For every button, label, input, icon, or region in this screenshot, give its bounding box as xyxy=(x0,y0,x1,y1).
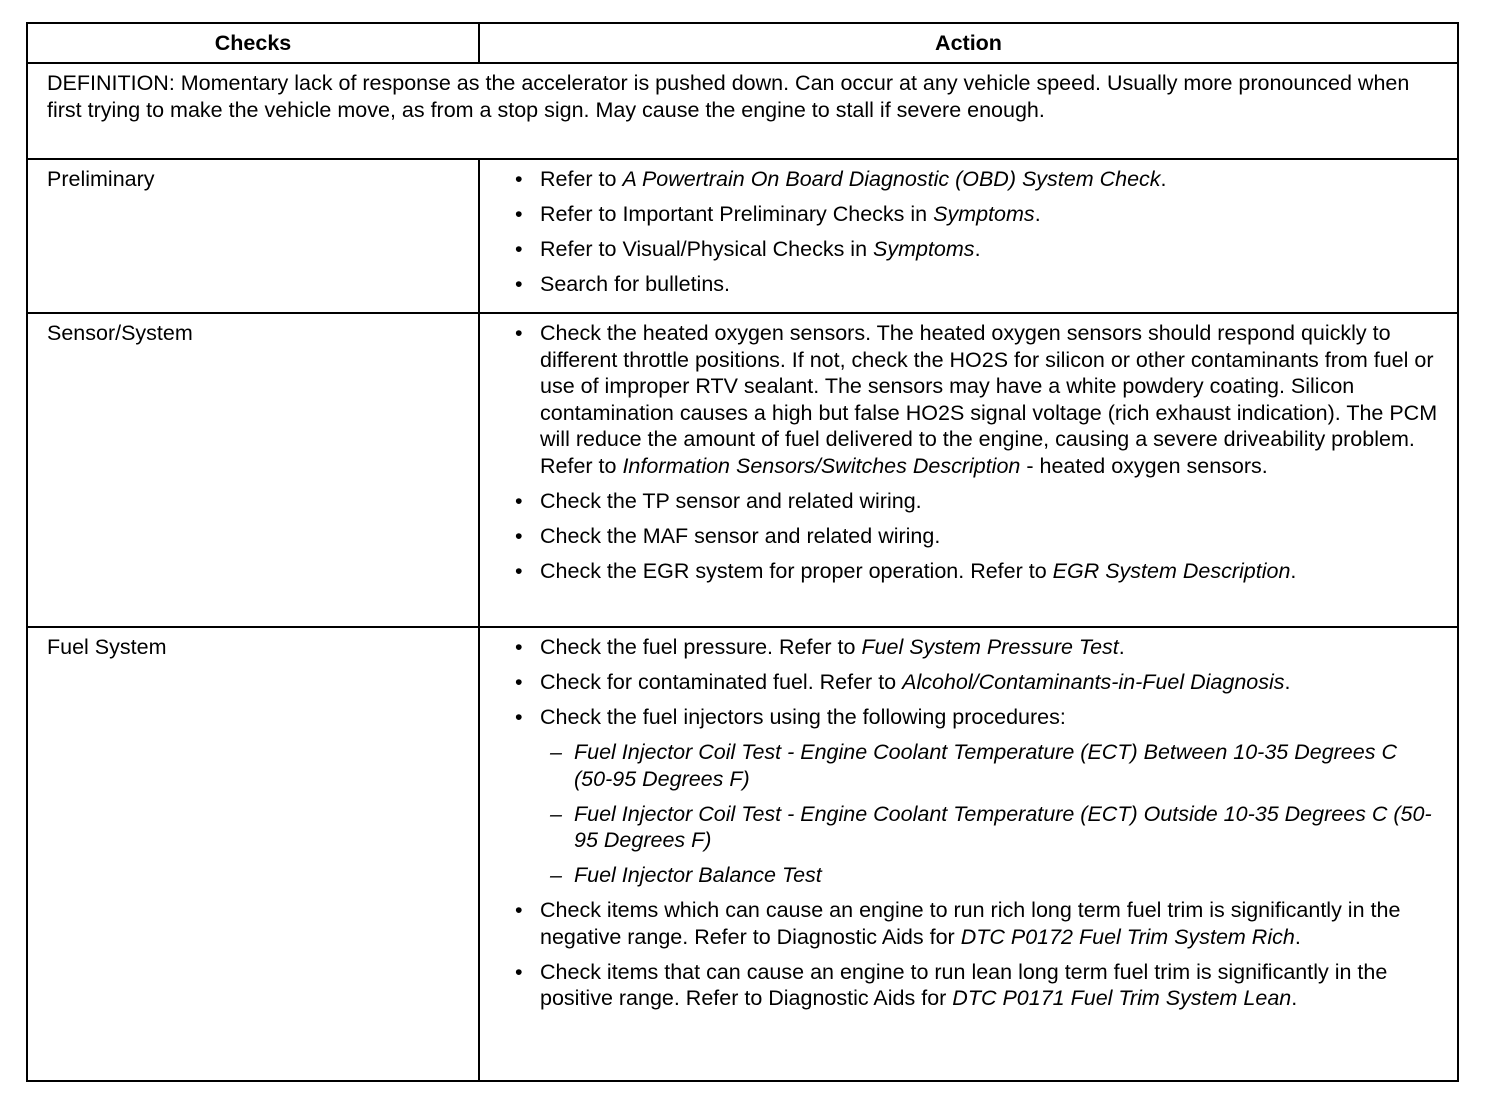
bullet-icon: • xyxy=(515,959,523,984)
action-item xyxy=(515,669,1441,696)
action-item xyxy=(515,166,1441,193)
sub-procedure-list xyxy=(550,739,1441,889)
bullet-icon: • xyxy=(515,670,523,694)
column-header-checks: Checks xyxy=(27,23,479,63)
sub-procedure-item xyxy=(550,862,1441,889)
table-row xyxy=(27,627,1458,1081)
action-text-tail: . xyxy=(1294,924,1301,949)
action-text: Refer to Visual/Physical Checks in xyxy=(540,237,873,261)
action-cell xyxy=(479,313,1458,627)
action-item xyxy=(515,704,1441,889)
action-list xyxy=(515,166,1441,298)
header-row xyxy=(27,23,1458,63)
reference-link: Symptoms xyxy=(873,237,975,261)
bullet-icon: • xyxy=(515,202,523,226)
action-text: Check for contaminated fuel. Refer to xyxy=(540,670,903,694)
reference-link: Symptoms xyxy=(933,202,1035,226)
action-text: Check the fuel injectors using the following procedures: xyxy=(540,705,1066,729)
action-list xyxy=(515,634,1441,1012)
bullet-icon: • xyxy=(515,488,523,513)
action-cell xyxy=(479,159,1458,313)
action-text: Check the heated oxygen sensors. The heated oxygen sensors should respond quickly to different throttle positions. If not, check the HO2S for silicon or other contaminants from fuel or use of improper RTV sealant. The sensors may have a white powdery coating. Silicon contamination causes a high but false HO2S signal voltage (rich exhaust indication). The PCM will reduce the amount of fuel delivered to the engine, causing a severe driveability problem. Refer to xyxy=(540,321,1438,478)
reference-link: DTC P0172 Fuel Trim System Rich xyxy=(960,924,1295,949)
action-text-tail: . xyxy=(974,237,981,261)
reference-link: DTC P0171 Fuel Trim System Lean xyxy=(952,986,1292,1010)
action-text: Refer to xyxy=(540,167,623,191)
bullet-icon: • xyxy=(515,167,523,191)
check-label: Sensor/System xyxy=(27,313,479,627)
table-row xyxy=(27,159,1458,313)
action-text: Search for bulletins. xyxy=(540,272,731,296)
reference-link: EGR System Description xyxy=(1052,558,1291,583)
check-label: Fuel System xyxy=(27,627,479,1081)
dash-icon: – xyxy=(550,740,562,764)
action-item xyxy=(515,488,1441,515)
action-text-tail: - heated oxygen sensors. xyxy=(1020,453,1268,478)
action-item xyxy=(515,634,1441,661)
diagnostic-table xyxy=(26,22,1459,1082)
action-text: Check the EGR system for proper operation. Refer to xyxy=(540,558,1053,583)
bullet-icon: • xyxy=(515,558,523,583)
action-text-tail: . xyxy=(1118,635,1125,659)
action-text-tail: . xyxy=(1290,558,1297,583)
action-list xyxy=(515,320,1441,584)
bullet-icon: • xyxy=(515,898,523,922)
bullet-icon: • xyxy=(515,523,523,548)
bullet-icon: • xyxy=(515,635,523,659)
action-text-tail: . xyxy=(1160,167,1167,191)
dash-icon: – xyxy=(550,863,562,887)
reference-link: Fuel System Pressure Test xyxy=(861,635,1119,659)
action-text-tail: . xyxy=(1284,670,1291,694)
sub-procedure-text: Fuel Injector Coil Test - Engine Coolant Temperature (ECT) Outside 10-35 Degrees C (50-95 Degrees F) xyxy=(574,801,1432,852)
sub-procedure-item xyxy=(550,739,1441,792)
sub-procedure-text: Fuel Injector Balance Test xyxy=(574,863,822,887)
dash-icon: – xyxy=(550,801,562,826)
action-cell xyxy=(479,627,1458,1081)
action-item xyxy=(515,897,1441,950)
action-text: Check the MAF sensor and related wiring. xyxy=(540,523,941,548)
action-item xyxy=(515,271,1441,298)
bullet-icon: • xyxy=(515,237,523,261)
check-label: Preliminary xyxy=(27,159,479,313)
action-text: Check items that can cause an engine to run lean long term fuel trim is significantly in the positive range. Refer to Diagnostic Aids for xyxy=(540,959,1388,1010)
action-item xyxy=(515,201,1441,228)
bullet-icon: • xyxy=(515,272,523,296)
definition-row xyxy=(27,63,1458,159)
sub-procedure-text: Fuel Injector Coil Test - Engine Coolant Temperature (ECT) Between 10-35 Degrees C (50-95 Degrees F) xyxy=(574,740,1397,791)
column-header-action: Action xyxy=(479,23,1458,63)
action-item xyxy=(515,320,1441,479)
action-text: Check items which can cause an engine to run rich long term fuel trim is significantly in the negative range. Refer to Diagnostic Aids for xyxy=(540,898,1401,949)
definition-text: DEFINITION: Momentary lack of response as the accelerator is pushed down. Can occur at any vehicle speed. Usually more pronounced when first trying to make the vehicle move, as from a stop sign. May cause the engine to stall if severe enough. xyxy=(27,63,1458,159)
action-item xyxy=(515,523,1441,550)
action-item xyxy=(515,959,1441,1012)
table-row xyxy=(27,313,1458,627)
reference-link: A Powertrain On Board Diagnostic (OBD) System Check xyxy=(622,167,1161,191)
action-item xyxy=(515,558,1441,585)
action-text: Check the TP sensor and related wiring. xyxy=(540,488,922,513)
action-text: Refer to Important Preliminary Checks in xyxy=(540,202,934,226)
bullet-icon: • xyxy=(515,705,523,729)
reference-link: Alcohol/Contaminants-in-Fuel Diagnosis xyxy=(902,670,1285,694)
action-text-tail: . xyxy=(1034,202,1041,226)
action-item xyxy=(515,236,1441,263)
reference-link: Information Sensors/Switches Description xyxy=(622,453,1021,478)
bullet-icon: • xyxy=(515,321,523,345)
action-text: Check the fuel pressure. Refer to xyxy=(540,635,862,659)
sub-procedure-item xyxy=(550,801,1441,854)
action-text-tail: . xyxy=(1291,986,1298,1010)
